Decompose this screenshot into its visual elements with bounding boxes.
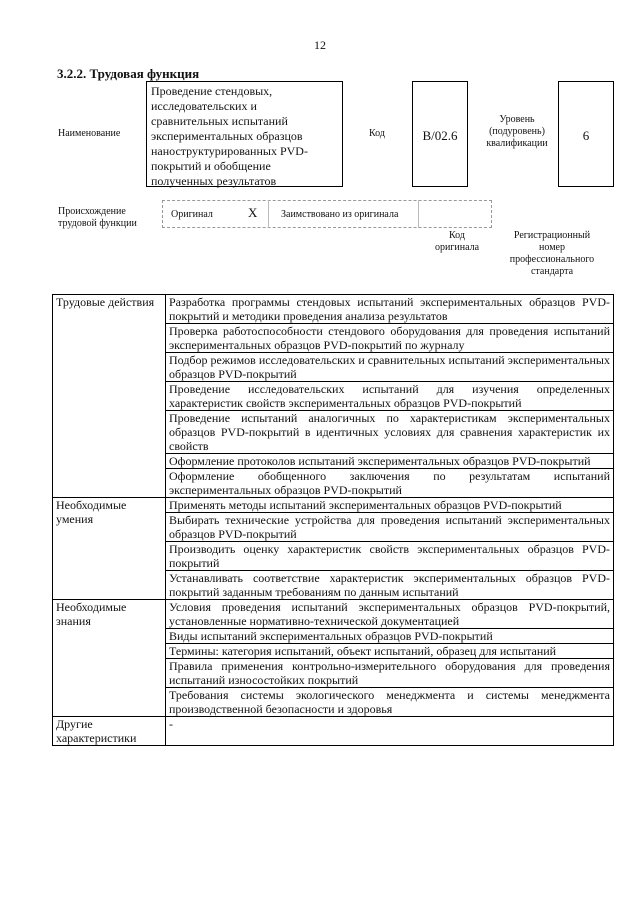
origin-divider	[418, 200, 419, 228]
row-item: Разработка программы стендовых испытаний экспериментальных образцов PVD-покрытий и методики проведения анализа результатов	[166, 295, 614, 324]
code-original-line: оригинала	[434, 242, 480, 253]
function-name-line: экспериментальных образцов	[151, 129, 303, 143]
row-item: Требования системы экологического менеджмента и системы менеджмента производственной безопасности и здоровья	[166, 688, 614, 717]
origin-label	[58, 206, 137, 230]
origin-divider	[268, 200, 269, 228]
row-item: Оформление протоколов испытаний экспериментальных образцов PVD-покрытий	[166, 454, 614, 469]
row-item: Проведение исследовательских испытаний для изучения определенных характеристик свойств экспериментальных образцов PVD-покрытий	[166, 382, 614, 411]
function-details-table	[52, 294, 614, 746]
table-row	[53, 295, 614, 324]
function-name-line: покрытий и обобщение	[151, 159, 271, 173]
original-mark: X	[248, 205, 258, 220]
level-label	[482, 114, 552, 150]
code-original-line: Код	[449, 230, 465, 241]
level-label-line: Уровень	[499, 114, 535, 125]
reg-number-label	[502, 230, 602, 278]
borrowed-label: Заимствовано из оригинала	[281, 209, 399, 220]
origin-label-line: трудовой функции	[58, 218, 137, 229]
code-value: B/02.6	[412, 81, 468, 187]
name-label: Наименование	[58, 128, 121, 139]
table-row	[53, 600, 614, 629]
reg-number-line: Регистрационный	[513, 230, 591, 241]
reg-number-line: номер	[539, 242, 565, 253]
section-title: 3.2.2. Трудовая функция	[57, 66, 200, 81]
row-item: Применять методы испытаний экспериментальных образцов PVD-покрытий	[166, 498, 614, 513]
row-category: Трудовые действия	[53, 295, 166, 498]
origin-label-line: Происхождение	[58, 206, 126, 217]
function-name-line: исследовательских и	[151, 99, 257, 113]
level-value: 6	[558, 81, 614, 187]
function-name-line: сравнительных испытаний	[151, 114, 288, 128]
level-label-line: (подуровень)	[489, 126, 545, 137]
reg-number-line: стандарта	[530, 266, 574, 277]
row-item: Подбор режимов исследовательских и сравнительных испытаний экспериментальных образцов PVD-покрытий	[166, 353, 614, 382]
row-item: Оформление обобщенного заключения по результатам испытаний экспериментальных образцов PVD-покрытий	[166, 469, 614, 498]
level-label-line: квалификации	[486, 138, 548, 149]
function-name-box	[146, 81, 343, 187]
row-item: Условия проведения испытаний экспериментальных образцов PVD-покрытий, установленные нормативно-технической документацией	[166, 600, 614, 629]
row-item: Правила применения контрольно-измерительного оборудования для проведения испытаний износостойких покрытий	[166, 659, 614, 688]
table-row	[53, 498, 614, 513]
code-original-label	[428, 230, 486, 254]
row-item: Производить оценку характеристик свойств экспериментальных образцов PVD-покрытий	[166, 542, 614, 571]
row-item: Устанавливать соответствие характеристик экспериментальных образцов PVD-покрытий заданным требованиям по данным испытаний	[166, 571, 614, 600]
row-item: Проверка работоспособности стендового оборудования для проведения испытаний экспериментальных образцов PVD-покрытий по журналу	[166, 324, 614, 353]
function-name-line: наноструктурированных PVD-	[151, 144, 308, 158]
row-category: Другие характеристики	[53, 717, 166, 746]
reg-number-line: профессионального	[509, 254, 595, 265]
row-category: Необходимые знания	[53, 600, 166, 717]
row-item: Термины: категория испытаний, объект испытаний, образец для испытаний	[166, 644, 614, 659]
row-item: Виды испытаний экспериментальных образцов PVD-покрытий	[166, 629, 614, 644]
row-item: Выбирать технические устройства для проведения испытаний экспериментальных образцов PVD-покрытий	[166, 513, 614, 542]
function-name-line: полученных результатов	[151, 174, 277, 188]
row-category: Необходимые умения	[53, 498, 166, 600]
page-number: 12	[314, 38, 326, 52]
code-label: Код	[369, 128, 385, 139]
original-label: Оригинал	[171, 209, 213, 220]
row-item: Проведение испытаний аналогичных по характеристикам экспериментальных образцов PVD-покрытий в идентичных условиях для сравнения характеристик их свойств	[166, 411, 614, 454]
table-row	[53, 717, 614, 746]
function-name-line: Проведение стендовых,	[151, 84, 273, 98]
row-item: -	[166, 717, 614, 746]
